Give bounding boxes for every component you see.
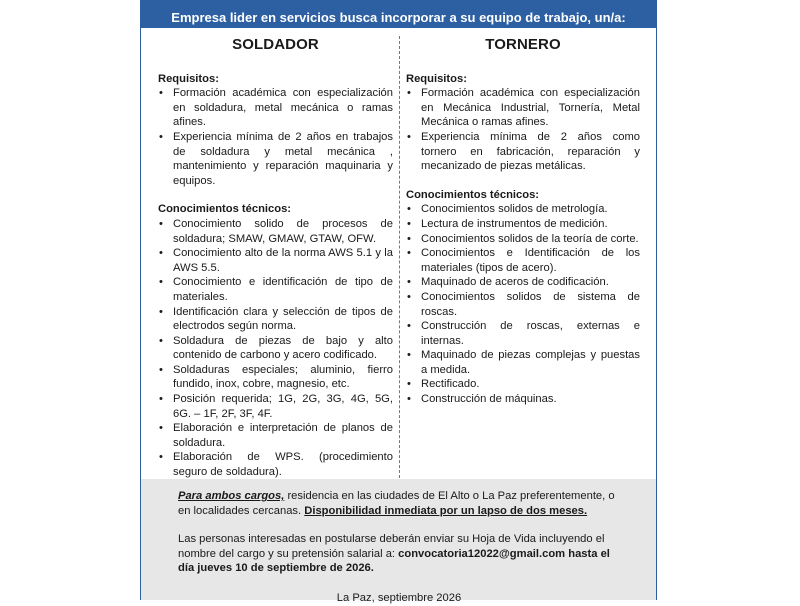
list-item: • Experiencia mínima de 2 años en trabajos de soldadura y metal mecánica , mantenimiento y reparación maquinaria y equipos. [158,130,393,188]
list-item: • Formación académica con especialización en soldadura, metal mecánica o ramas afines. [158,86,393,130]
list-item: • Rectificado. [406,377,640,392]
ad-footer [141,479,656,604]
tornero-conocimientos-heading: Conocimientos técnicos: [406,188,540,201]
availability-text: Disponibilidad inmediata por un lapso de dos meses. [304,504,588,517]
list-item: • Conocimientos e Identificación de los materiales (tipos de acero). [406,246,640,275]
list-item: • Maquinado de aceros de codificación. [406,275,640,290]
list-item: • Experiencia mínima de 2 años como tornero en fabricación, reparación y mecanizado de piezas metálicas. [406,130,640,174]
list-item: • Formación académica con especialización en Mecánica Industrial, Tornería, Metal Mecánica o ramas afines. [406,86,640,130]
ad-header: Empresa lider en servicios busca incorporar a su equipo de trabajo, un/a: [141,0,656,28]
list-item: • Soldadura de piezas de bajo y alto contenido de carbono y acero codificado. [158,334,393,363]
soldador-requisitos-list [158,86,393,188]
list-item: • Conocimientos solidos de sistema de roscas. [406,290,640,319]
soldador-conocimientos-heading: Conocimientos técnicos: [158,203,292,216]
publication-date: La Paz, septiembre 2026 [336,591,462,604]
soldador-title: SOLDADOR [232,36,319,53]
list-item: • Lectura de instrumentos de medición. [406,217,640,232]
application-text: Las personas interesadas en postularse deberán enviar su Hoja de Vida incluyendo el nombre del cargo y su pretensión salarial a: [178,533,605,560]
list-item: • Identificación clara y selección de tipos de electrodos según norma. [158,305,393,334]
footer-application-paragraph [178,532,620,576]
soldador-conocimientos-list [158,217,393,494]
contact-deadline-text: convocatoria12022@gmail.com hasta el día jueves 10 de septiembre de 2026. [178,547,610,575]
list-item: • Posición requerida; 1G, 2G, 3G, 4G, 5G, 6G. – 1F, 2F, 3F, 4F. [158,392,393,421]
list-item: • Conocimiento e identificación de tipo de materiales. [158,275,393,304]
list-item: • Conocimiento alto de la norma AWS 5.1 y la AWS 5.5. [158,246,393,275]
soldador-column [158,38,393,494]
list-item: • Construcción de máquinas. [406,392,640,407]
list-item: • Conocimiento solido de procesos de soldadura; SMAW, GMAW, GTAW, OFW. [158,217,393,246]
tornero-conocimientos-list [406,202,640,406]
tornero-requisitos-list [406,86,640,174]
positions-section [141,28,656,479]
tornero-title: TORNERO [485,36,561,53]
list-item: • Elaboración e interpretación de planos de soldadura. [158,421,393,450]
list-item: • Soldaduras especiales; aluminio, fierro fundido, inox, cobre, magnesio, etc. [158,363,393,392]
list-item: • Maquinado de piezas complejas y puestas a medida. [406,348,640,377]
list-item: • Conocimientos solidos de metrología. [406,202,640,217]
both-positions-label: Para ambos cargos, [178,490,285,502]
job-ad [140,0,657,604]
soldador-requisitos-heading: Requisitos: [158,72,219,85]
footer-requirements-paragraph [178,489,620,518]
residence-text: residencia en las ciudades de El Alto o La Paz preferentemente, o en localidades cercanas. [178,490,615,517]
list-item: • Conocimientos solidos de la teoría de corte. [406,232,640,247]
column-divider [399,36,400,498]
list-item: • Elaboración de WPS. (procedimiento seguro de soldadura). [158,450,393,479]
tornero-column [406,38,640,407]
list-item: • Construcción de roscas, externas e internas. [406,319,640,348]
tornero-requisitos-heading: Requisitos: [406,72,467,85]
